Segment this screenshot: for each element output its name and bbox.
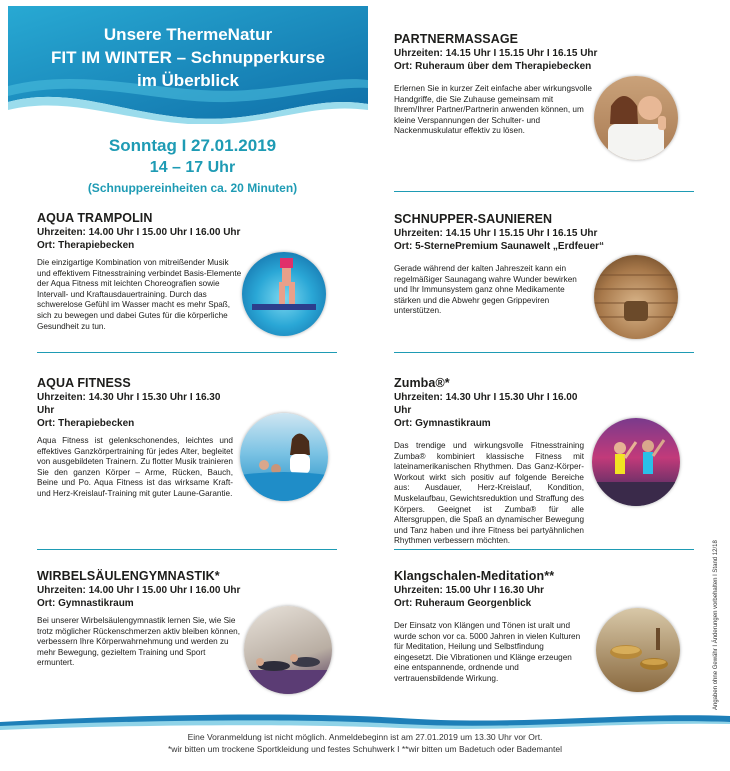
- banner-line-1: Unsere ThermeNatur: [103, 25, 273, 44]
- klangschalen-photo: [596, 608, 680, 692]
- event-date-block: [30, 134, 355, 197]
- course-title: SCHNUPPER-SAUNIEREN: [394, 212, 553, 226]
- title-banner: [8, 6, 368, 124]
- course-schnupper-saunieren: [394, 212, 624, 317]
- footer-line-1: Eine Voranmeldung ist nicht möglich. Anmeldebeginn ist am 27.01.2019 um 13.30 Uhr vor Ort.: [187, 732, 543, 742]
- course-title: Zumba®*: [394, 376, 450, 390]
- divider-right-1: [394, 191, 694, 192]
- course-place: Ort: Gymnastikraum: [37, 598, 134, 609]
- course-times: Uhrzeiten: 14.30 Uhr I 15.30 Uhr I 16.30 Uhr: [37, 392, 221, 416]
- course-title: PARTNERMASSAGE: [394, 32, 519, 46]
- course-title: AQUA TRAMPOLIN: [37, 211, 153, 225]
- course-place: Ort: Ruheraum über dem Therapiebecken: [394, 61, 592, 72]
- course-place: Ort: 5-SternePremium Saunawelt „Erdfeuer“: [394, 241, 605, 252]
- course-place: Ort: Ruheraum Georgenblick: [394, 598, 532, 609]
- footer-wave-graphic: [0, 708, 730, 732]
- disclaimer-side-note: [713, 410, 723, 710]
- disclaimer-text: Angaben ohne Gewähr I Änderungen vorbehalten I Stand 12/18: [713, 540, 719, 710]
- course-times: Uhrzeiten: 14.00 Uhr I 15.00 Uhr I 16.00 Uhr: [37, 585, 241, 596]
- course-times: Uhrzeiten: 14.00 Uhr I 15.00 Uhr I 16.00 Uhr: [37, 227, 241, 238]
- course-klangschalen-meditation: [394, 569, 584, 685]
- course-description: Erlernen Sie in kurzer Zeit einfache aber wirkungsvolle Handgriffe, die Sie Zuhause gemeinsam mit Ihrem/Ihrer Partner/Partnerin anwenden können, um kleine Verspannungen der Schulter- und Nackenmuskulatur effektiv zu lösen.: [394, 84, 592, 136]
- footer-line-2: *wir bitten um trockene Sportkleidung und festes Schuhwerk I **wir bitten um Badetuch oder Bademantel: [167, 744, 563, 754]
- banner-line-2: FIT IM WINTER – Schnupperkurse: [51, 48, 325, 67]
- course-aqua-fitness: [37, 376, 233, 500]
- wirbelsaeulengymnastik-photo: [244, 606, 332, 694]
- divider-right-3: [394, 549, 694, 550]
- course-title: Klangschalen-Meditation**: [394, 569, 555, 583]
- zumba-photo: [592, 418, 680, 506]
- course-wirbelsaeulengymnastik: [37, 569, 242, 669]
- footer: [0, 731, 730, 755]
- course-partnermassage: [394, 32, 624, 137]
- partnermassage-photo: [594, 76, 678, 160]
- event-note: (Schnuppereinheiten ca. 20 Minuten): [87, 181, 298, 195]
- divider-right-2: [394, 352, 694, 353]
- course-times: Uhrzeiten: 14.30 Uhr I 15.30 Uhr I 16.00 Uhr: [394, 392, 578, 416]
- course-description: Die einzigartige Kombination von mitreißender Musik und effektivem Fitnesstraining verbindet Basis-Elemente der Aqua Fitness mit leichten Choreografien sowie Intervall- und Kraftausdauertraining. Durch das schwerelose Gefühl im Wasser macht es mehr Spaß, sich zu bewegen und dabei Gutes für die körperliche Gesundheit zu tun.: [37, 258, 242, 331]
- course-place: Ort: Gymnastikraum: [394, 418, 491, 429]
- course-place: Ort: Therapiebecken: [37, 418, 135, 429]
- course-zumba: [394, 376, 584, 547]
- course-times: Uhrzeiten: 14.15 Uhr I 15.15 Uhr I 16.15 Uhr: [394, 48, 598, 59]
- course-description: Gerade während der kalten Jahreszeit kann ein regelmäßiger Saunagang wahre Wunder bewirken und Ihr Immunsystem ganz ohne Medikamente stärken und die Abwehr gegen Grippeviren unterstützen.: [394, 264, 577, 316]
- aqua-trampolin-photo: [242, 252, 326, 336]
- course-title: AQUA FITNESS: [37, 376, 131, 390]
- course-times: Uhrzeiten: 14.15 Uhr I 15.15 Uhr I 16.15 Uhr: [394, 228, 598, 239]
- divider-left-2: [37, 549, 337, 550]
- course-aqua-trampolin: [37, 211, 242, 332]
- event-time: 14 – 17 Uhr: [149, 159, 236, 176]
- banner-line-3: im Überblick: [136, 71, 240, 90]
- course-times: Uhrzeiten: 15.00 Uhr I 16.30 Uhr: [394, 585, 545, 596]
- aqua-fitness-photo: [240, 413, 328, 501]
- course-description: Aqua Fitness ist gelenkschonendes, leichtes und effektives Ganzkörpertraining für jedes Alter, begleitet von ausgebildeten Trainern. Zu flotter Musik trainieren Sie den ganzen Körper – Arme, Rücken, Bauch, Beine und Po. Aqua Fitness ist das wirksame Kraft- und Herz-Kreislauf-Training mit guter Laune-Garantie.: [37, 436, 233, 498]
- course-description: Bei unserer Wirbelsäulengymnastik lernen Sie, wie Sie trotz möglicher Rückenschmerzen aktiv bleiben können, verbessern Ihre Körperwahrnehmung und werden zu mehr Bewegung, gezieltem Training und Sport ermuntert.: [37, 616, 240, 668]
- divider-left-1: [37, 352, 337, 353]
- sauna-photo: [594, 255, 678, 339]
- event-date: Sonntag I 27.01.2019: [108, 136, 277, 155]
- course-place: Ort: Therapiebecken: [37, 240, 135, 251]
- course-description: Der Einsatz von Klängen und Tönen ist uralt und wurde schon vor ca. 5000 Jahren in vielen Kulturen für Meditation, Heilung und Selbstfindung eingesetzt. Die Vibrationen und Klänge erzeugen eine entspannende, ordnende und vertrauensbildende Wirkung.: [394, 621, 581, 683]
- course-title: WIRBELSÄULENGYMNASTIK*: [37, 569, 220, 583]
- course-description: Das trendige und wirkungsvolle Fitnesstraining Zumba® kombiniert klassische Fitness mit lateinamerikanischen Rhythmen. Das Ganz-Körper-Workout wirkt sich positiv auf folgende Bereiche aus: Ausdauer, Herz-Kreislauf, Kondition, Muskelaufbau, Gewichtsreduktion und Straffung des Körpers. Geeignet ist Zumba® für alle Altersgruppen, die Spaß an dynamischer Bewegung und Tanz haben und ihre Fitness bei partyähnlichen Rhythmen verbessern möchten.: [394, 441, 584, 546]
